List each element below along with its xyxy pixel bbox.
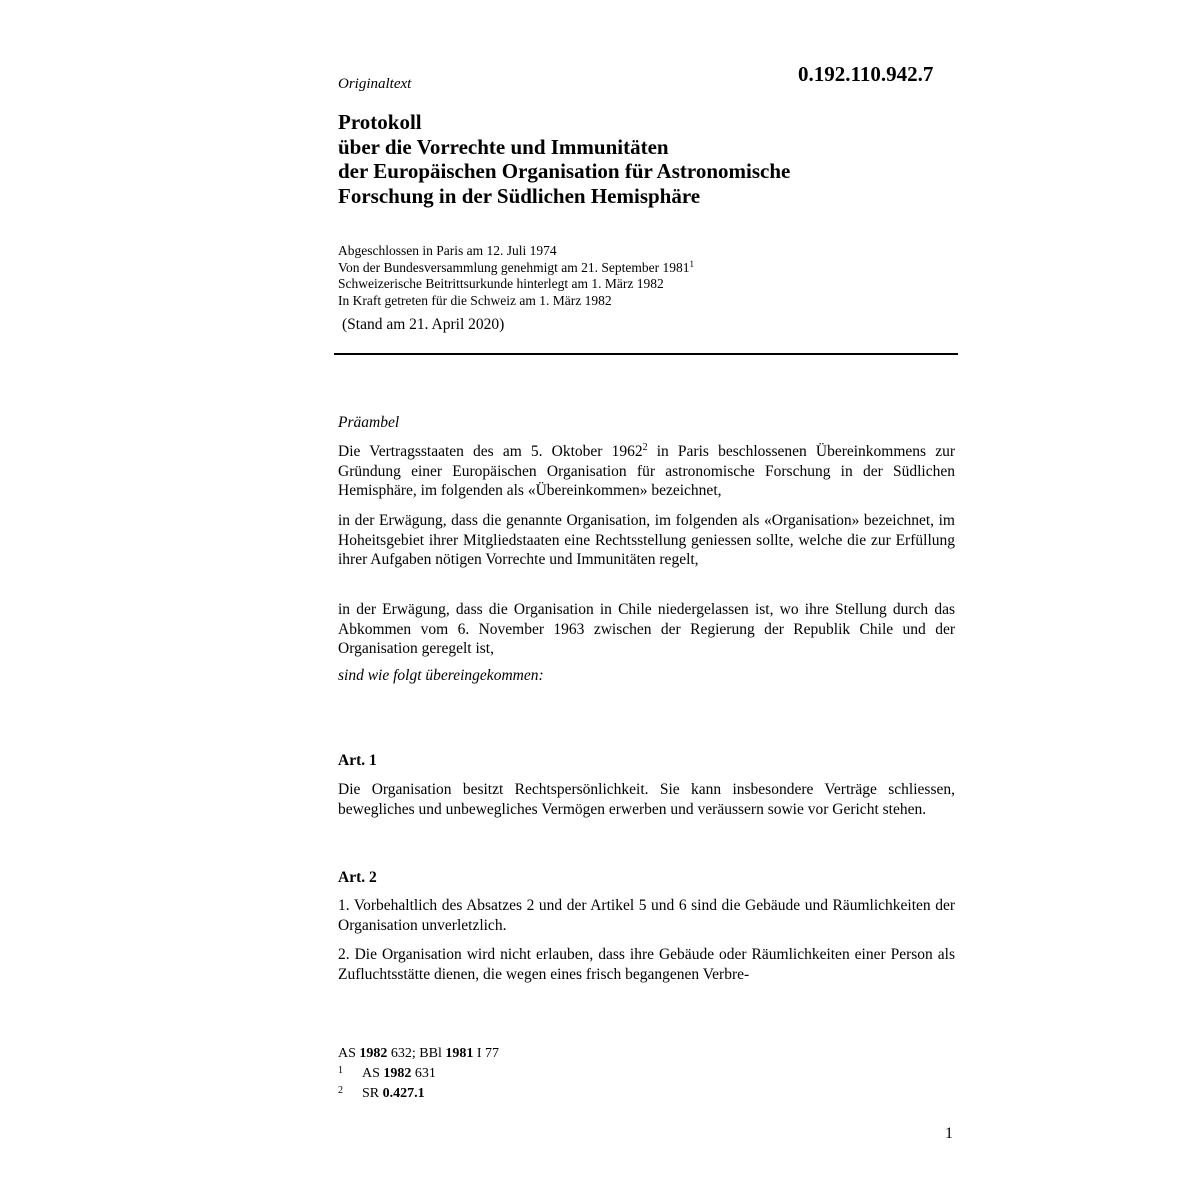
preamble-heading: Präambel [338,414,400,431]
article-heading: Art. 1 [338,752,377,769]
title-line: Protokoll [338,110,422,134]
preamble-closing: sind wie folgt übereingekommen: [338,667,544,684]
meta-approved: Von der Bundesversammlung genehmigt am 21. September 1981 [338,259,690,275]
document-title [338,110,790,208]
preamble-paragraph: in der Erwägung, dass die Organisation in Chile niedergelassen ist, wo ihre Stellung durch das Abkommen vom 6. November 1963 zwischen der Regierung der Republik Chile und der Organisation geregelt ist, [338,601,955,657]
footnote-mark: 1 [338,1065,343,1076]
meta-concluded: Abgeschlossen in Paris am 12. Juli 1974 [338,243,557,258]
footnote-ref[interactable]: 1 [689,258,694,269]
footnote-item: 2 SR 0.427.1 [338,1082,499,1102]
meta-approved-line [338,260,694,277]
title-line: über die Vorrechte und Immunitäten [338,134,669,159]
meta-deposited: Schweizerische Beitrittsurkunde hinterlegt am 1. März 1982 [338,276,664,291]
source-reference: AS 1982 632; BBl 1981 I 77 [338,1046,500,1061]
divider-line [334,353,958,355]
preamble-text: Die Vertragsstaaten des am 5. Oktober 1962 [338,443,643,460]
article-heading: Art. 2 [338,869,377,886]
preamble-paragraph [338,442,955,501]
preamble-paragraph: in der Erwägung, dass die genannte Organisation, im folgenden als «Organisation» bezeichnet, im Hoheitsgebiet ihrer Mitgliedstaaten eine Rechtsstellung geniessen sollte, welche die zur Erfüllung ihrer Aufgaben nötigen Vorrechte und Immunitäten regelt, [338,512,955,568]
article-text: 2. Die Organisation wird nicht erlauben, dass ihre Gebäude oder Räumlichkeiten einer Person als Zufluchtsstätte dienen, die wegen eines frisch begangenen Verbre- [338,946,955,983]
footnotes [338,1045,499,1102]
footnote-item: 1 AS 1982 631 [338,1062,499,1082]
article-text: 1. Vorbehaltlich des Absatzes 2 und der Artikel 5 und 6 sind die Gebäude und Räumlichkeiten der Organisation unverletzlich. [338,897,955,934]
title-line: Forschung in der Südlichen Hemisphäre [338,183,701,208]
footnote-ref[interactable]: 2 [642,442,648,453]
preamble-text: in Paris beschlossenen Übereinkommens zur Gründung einer Europäischen Organisation für astronomische Forschung in der Südlichen Hemisphäre, im folgenden als «Übereinkommen» bezeichnet, [338,443,955,499]
stand-date: (Stand am 21. April 2020) [342,316,505,333]
sr-number: 0.192.110.942.7 [798,62,934,86]
title-line: der Europäischen Organisation für Astronomische [338,159,791,183]
document-metadata [338,243,694,309]
page-number: 1 [945,1125,953,1142]
article-text: Die Organisation besitzt Rechtspersönlichkeit. Sie kann insbesondere Verträge schliessen, bewegliches und unbewegliches Vermögen erwerben und veräussern sowie vor Gericht stehen. [338,781,955,818]
footnote-mark: 2 [338,1085,343,1096]
originaltext-label: Originaltext [338,76,412,92]
meta-in-force: In Kraft getreten für die Schweiz am 1. März 1982 [338,292,612,308]
